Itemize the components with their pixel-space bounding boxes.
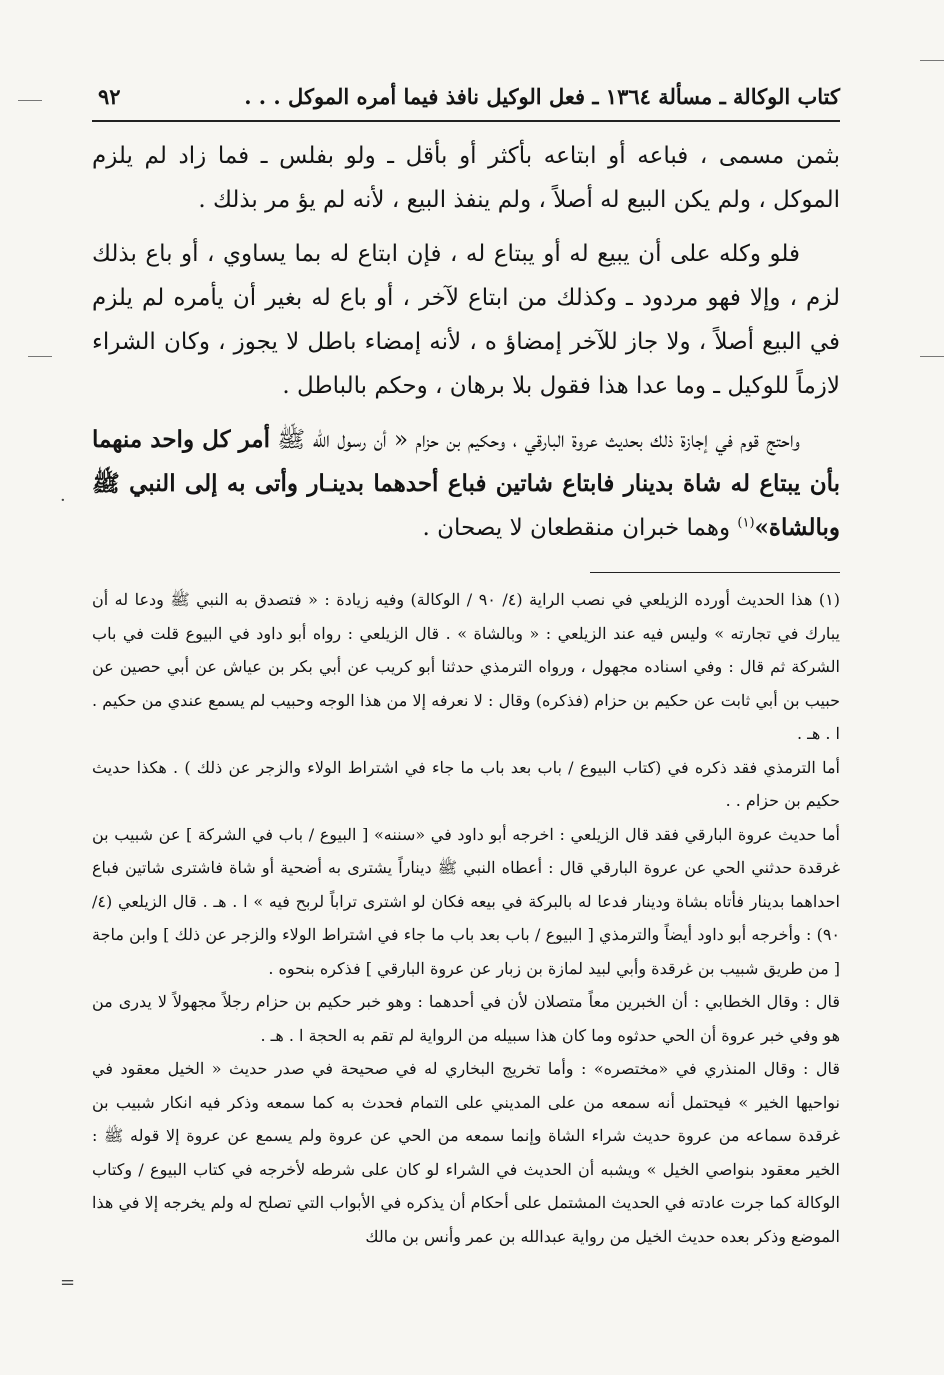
footnote-rule bbox=[590, 572, 840, 573]
footnote-2: أما الترمذي فقد ذكره في (كتاب البيوع / باب بعد باب ما جاء في اشتراط الولاء والزجر عن ذلك ) . هكذا حديث حكيم بن حزام . . bbox=[92, 757, 841, 810]
hadith-quote: أمر كل واحد منهما بأن يبتاع له شاة بدينار فابتاع شاتين فباع أحدهما بدينـار وأتى به إلى النبي ﷺ وبالشاة» bbox=[92, 426, 840, 541]
margin-tick-mid-left bbox=[28, 356, 52, 357]
paragraph-3-end: وهما خبران منقطعان لا يصحان . bbox=[422, 515, 731, 541]
paragraph-3-start: واحتج قوم في إجازة ذلك بحديث عروة البارقي ، وحكيم بن حزام « أن رسول الله ﷺ bbox=[277, 427, 800, 453]
footnote-3: أما حديث عروة البارقي فقد قال الزيلعي : اخرجه أبو داود في «سننه» [ البيوع / باب في الشركة ] عن شبيب بن غرقدة حدثني الحي عن عروة البارقي قال : أعطاه النبي ﷺ ديناراً يشترى به أضحية أو شاة فاشترى شاتين فباع احداهما بدينار فأتاه بشاة ودينار فدعا له بالبركة في بيعه فكان لو اشترى تراباً لربح فيه » ا . هـ . قال الزيلعي (٤/ ٩٠) : وأخرجه أبو داود أيضاً والترمذي [ البيوع / باب بعد باب ما جاء في اشتراط الولاء والزجر عن ذلك ] وابن ماجة [ من طريق شبيب بن غرقدة وأبي لبيد لمازة بن زبار عن عروة البارقي ] فذكره بنحوه . bbox=[92, 824, 841, 978]
paragraph-1: بثمن مسمى ، فباعه أو ابتاعه بأكثر أو بأقل ـ ولو بفلس ـ فما زاد لم يلزم الموكل ، ولم يكن البيع له أصلاً ، ولم ينفذ البيع ، لأنه لم يؤ مر بذلك . bbox=[92, 143, 840, 213]
header-rule bbox=[92, 120, 840, 122]
footnote-4: قال : وقال الخطابي : أن الخبرين معاً متصلان لأن في أحدهما : وهو خبر حكيم بن حزام رجلاً مجهولاً لا يدرى من هو وفي خبر عروة أن الحي حدثوه وما كان هذا سبيله من الرواية لم تقم به الحجة ا . هـ . bbox=[92, 992, 840, 1045]
footnote-1: (١) هذا الحديث أورده الزيلعي في نصب الراية (٤/ ٩٠ / الوكالة) وفيه زيادة : « فتصدق به النبي ﷺ ودعا له أن يبارك في تجارته » وليس فيه عند الزيلعي : « وبالشاة » . قال الزيلعي : رواه أبو داود في البيوع قلت في باب الشركة ثم قال : وفي اسناده مجهول ، ورواه الترمذي حدثنا أبو كريب عن أبي بكر بن عياش عن أبي حصين عن حبيب بن أبي ثابت عن حكيم بن حزام (فذكره) وقال : لا نعرفه إلا من هذا الوجه وحبيب لم يسمع عندي من حكيم . ا . هـ . bbox=[92, 590, 841, 743]
margin-dot-mark: · bbox=[60, 490, 66, 511]
header-title: كتاب الوكالة ـ مسألة ١٣٦٤ ـ فعل الوكيل نافذ فيما أمره الموكل . . . bbox=[244, 84, 840, 109]
running-header bbox=[92, 78, 840, 120]
margin-tick-mid-right bbox=[920, 356, 944, 357]
footnote-5: قال : وقال المنذري في «مختصره» : وأما تخريج البخاري له في صحيحة في صدر حديث « الخيل معقود في نواحيها الخير » فيحتمل أنه سمعه من على المديني على التمام فحدث به كما سمعه وذكر فيه انكار شبيب بن غرقدة سماعه من عروة حديث شراء الشاة وإنما سمعه من الحي عن عروة ولم يسمع عن عروة إلا قوله ﷺ : الخير معقود بنواصي الخيل » ويشبه أن الحديث في الشراء لو كان على شرطه لأخرجه في كتاب البيوع / وكتاب الوكالة كما جرت عادته في الحديث المشتمل على أحكام أن يذكره في الأبواب التي تصلح له ولم يخرجه إلا في هذا الموضع وذكر بعده حديث الخيل من رواية عبدالله بن عمر وأنس بن مالك bbox=[92, 1059, 841, 1246]
margin-tick-top-left bbox=[18, 100, 42, 101]
margin-tick-top-right bbox=[920, 60, 944, 61]
paragraph-2: فلو وكله على أن يبيع له أو يبتاع له ، فإن ابتاع له بما يساوي ، أو باع بذلك لزم ، وإلا فهو مردود ـ وكذلك من ابتاع لآخر ، أو باع له بغير أن يأمره لم يلزم في البيع أصلاً ، ولا جاز للآخر إمضاؤ ه ، لأنه إمضاء باطل لا يجوز ، وكان الشراء لازماً للوكيل ـ وما عدا هذا فقول بلا برهان ، وحكم بالباطل . bbox=[92, 241, 841, 399]
page bbox=[92, 78, 840, 1253]
footnote-ref: (١) bbox=[737, 515, 755, 531]
paragraph-3 bbox=[92, 418, 840, 550]
main-text bbox=[92, 134, 840, 550]
footnotes bbox=[92, 583, 840, 1253]
page-number: ٩٢ bbox=[98, 84, 121, 109]
margin-equals-mark: = bbox=[60, 1272, 76, 1293]
